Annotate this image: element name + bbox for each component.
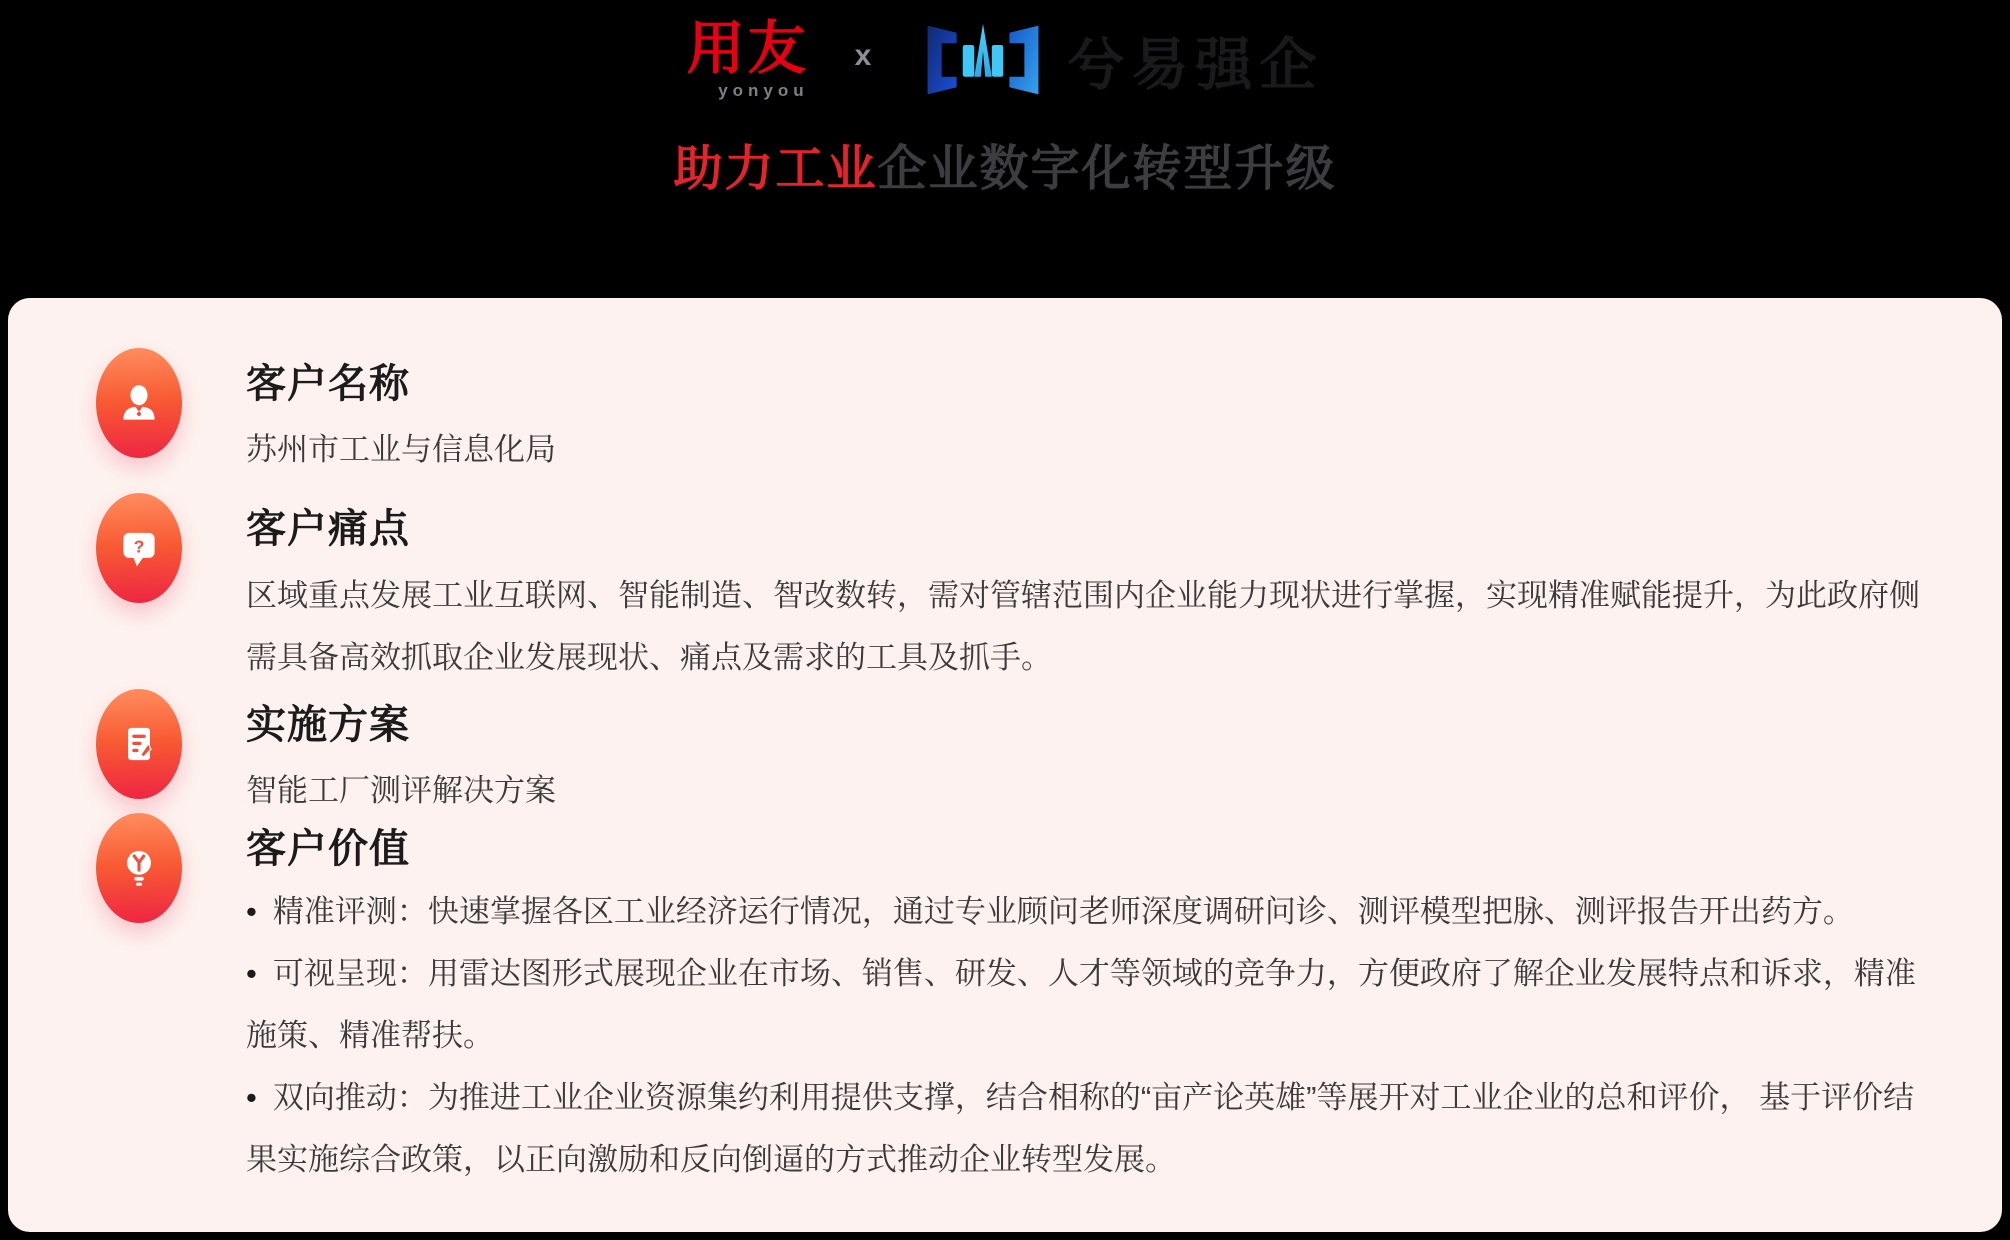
bullet-text: 精准评测：快速掌握各区工业经济运行情况，通过专业顾问老师深度调研问诊、测评模型把脉、测评报告开出药方。 — [272, 894, 1854, 929]
bullet-icon: • — [246, 956, 257, 991]
section-title: 客户名称 — [246, 362, 410, 406]
xiyi-logo-text: 兮易强企 — [1067, 33, 1324, 97]
page-title-highlight: 助力工业 — [673, 142, 878, 196]
section-customer-name — [96, 348, 1928, 472]
page-title — [0, 130, 2010, 200]
section-body: 智能工厂测评解决方案 — [246, 773, 556, 808]
lightbulb-icon — [96, 813, 182, 923]
section-solution — [96, 689, 1928, 813]
bullet-icon: • — [246, 894, 257, 929]
list-item — [246, 1067, 1928, 1191]
section-text — [246, 493, 1928, 689]
value-bullet-list — [246, 881, 1928, 1191]
list-item — [246, 881, 1928, 943]
page-title-rest: 企业数字化转型升级 — [877, 142, 1337, 196]
bullet-text: 双向推动：为推进工业企业资源集约利用提供支撑，结合相称的“亩产论英雄”等展开对工业企业的总和评价， 基于评价结果实施综合政策，以正向激励和反向倒逼的方式推动企业转型发展。 — [246, 1080, 1915, 1177]
section-title: 客户痛点 — [246, 507, 410, 551]
section-title: 实施方案 — [246, 703, 410, 747]
question-glyph: ? — [133, 536, 145, 557]
bullet-text: 可视呈现：用雷达图形式展现企业在市场、销售、研发、人才等领域的竞争力，方便政府了解企业发展特点和诉求，精准施策、精准帮扶。 — [246, 956, 1916, 1053]
section-text — [246, 689, 1928, 813]
yonyou-logo — [686, 15, 809, 102]
section-body: 区域重点发展工业互联网、智能制造、智改数转，需对管辖范围内企业能力现状进行掌握，实现精准赋能提升，为此政府侧需具备高效抓取企业发展现状、痛点及需求的工具及抓手。 — [246, 578, 1920, 675]
section-title: 客户价值 — [246, 827, 410, 871]
xiyi-logo — [917, 19, 1323, 101]
section-customer-value — [96, 813, 1928, 1191]
case-study-card — [8, 298, 2002, 1232]
section-text — [246, 813, 1928, 1191]
xiyi-brackets-icon — [917, 20, 1049, 100]
logo-separator: x — [854, 39, 872, 72]
yonyou-logo-subtext: yonyou — [718, 81, 809, 101]
section-pain-points — [96, 493, 1928, 689]
question-bubble-icon — [96, 493, 182, 603]
yonyou-logo-text: 用友 — [686, 15, 809, 81]
header — [0, 0, 2010, 298]
list-item — [246, 943, 1928, 1067]
section-text — [246, 348, 1928, 472]
bullet-icon: • — [246, 1080, 257, 1115]
logo-row — [0, 0, 2010, 104]
section-body: 苏州市工业与信息化局 — [246, 432, 556, 467]
user-icon — [96, 348, 182, 458]
document-pen-icon — [96, 689, 182, 799]
